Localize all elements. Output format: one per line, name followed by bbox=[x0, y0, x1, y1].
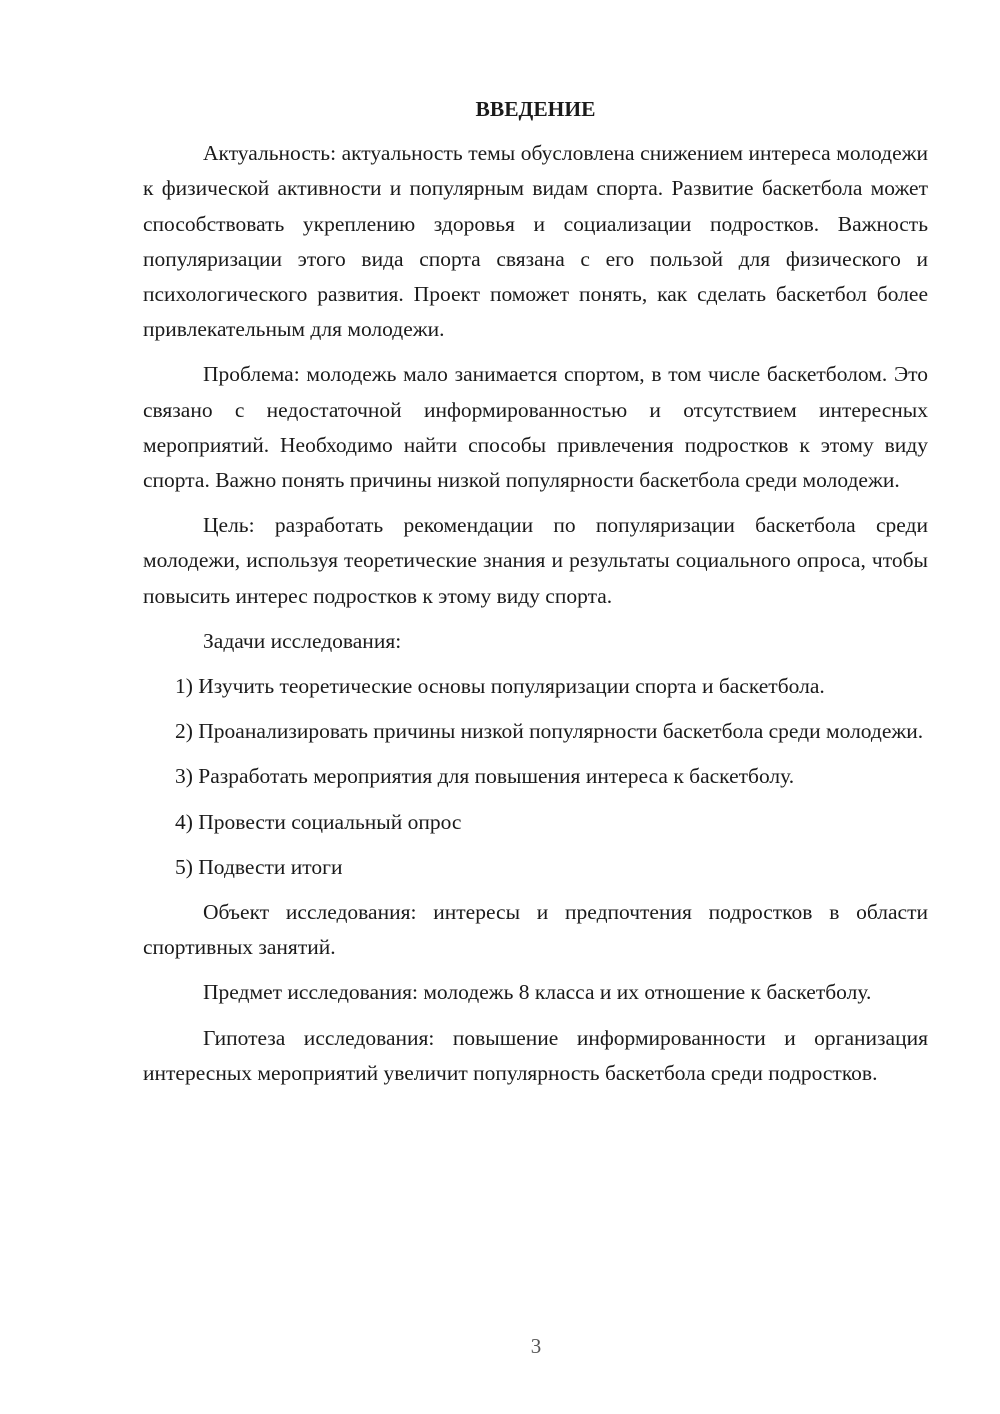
task-item-4: 4) Провести социальный опрос bbox=[175, 809, 462, 834]
task-item-2: 2) Проанализировать причины низкой популярности баскетбола среди молодежи. bbox=[175, 719, 924, 744]
page-title: ВВЕДЕНИЕ bbox=[475, 97, 596, 121]
paragraph-subject: Предмет исследования: молодежь 8 класса и их отношение к баскетболу. bbox=[203, 980, 872, 1005]
task-item-1: 1) Изучить теоретические основы популяризации спорта и баскетбола. bbox=[175, 674, 825, 699]
task-item-3: 3) Разработать мероприятия для повышения интереса к баскетболу. bbox=[175, 764, 795, 789]
paragraph-goal: Цель: разработать рекомендации по популяризации баскетбола среди молодежи, используя теоретические знания и результаты социального опроса, чтобы повысить интерес подростков к этому виду спорта. bbox=[143, 513, 928, 608]
tasks-heading: Задачи исследования: bbox=[203, 628, 402, 653]
paragraph-problem: Проблема: молодежь мало занимается спортом, в том числе баскетболом. Это связано с недостаточной информированностью и отсутствием интересных мероприятий. Необходимо найти способы привлечения подростков к этому виду спорта. Важно понять причины низкой популярности баскетбола среди молодежи. bbox=[143, 362, 928, 493]
paragraph-object: Объект исследования: интересы и предпочтения подростков в области спортивных занятий. bbox=[143, 900, 928, 960]
page-number: 3 bbox=[530, 1334, 542, 1358]
paragraph-relevance: Актуальность: актуальность темы обусловлена снижением интереса молодежи к физической активности и популярным видам спорта. Развитие баскетбола может способствовать укреплению здоровья и социализации подростков. Важность популяризации этого вида спорта связана с его пользой для физического и психологического развития. Проект поможет понять, как сделать баскетбол более привлекательным для молодежи. bbox=[143, 141, 928, 342]
document-page bbox=[143, 92, 928, 1101]
paragraph-hypothesis: Гипотеза исследования: повышение информированности и организация интересных мероприятий увеличит популярность баскетбола среди подростков. bbox=[143, 1025, 928, 1085]
task-item-5: 5) Подвести итоги bbox=[175, 854, 343, 879]
